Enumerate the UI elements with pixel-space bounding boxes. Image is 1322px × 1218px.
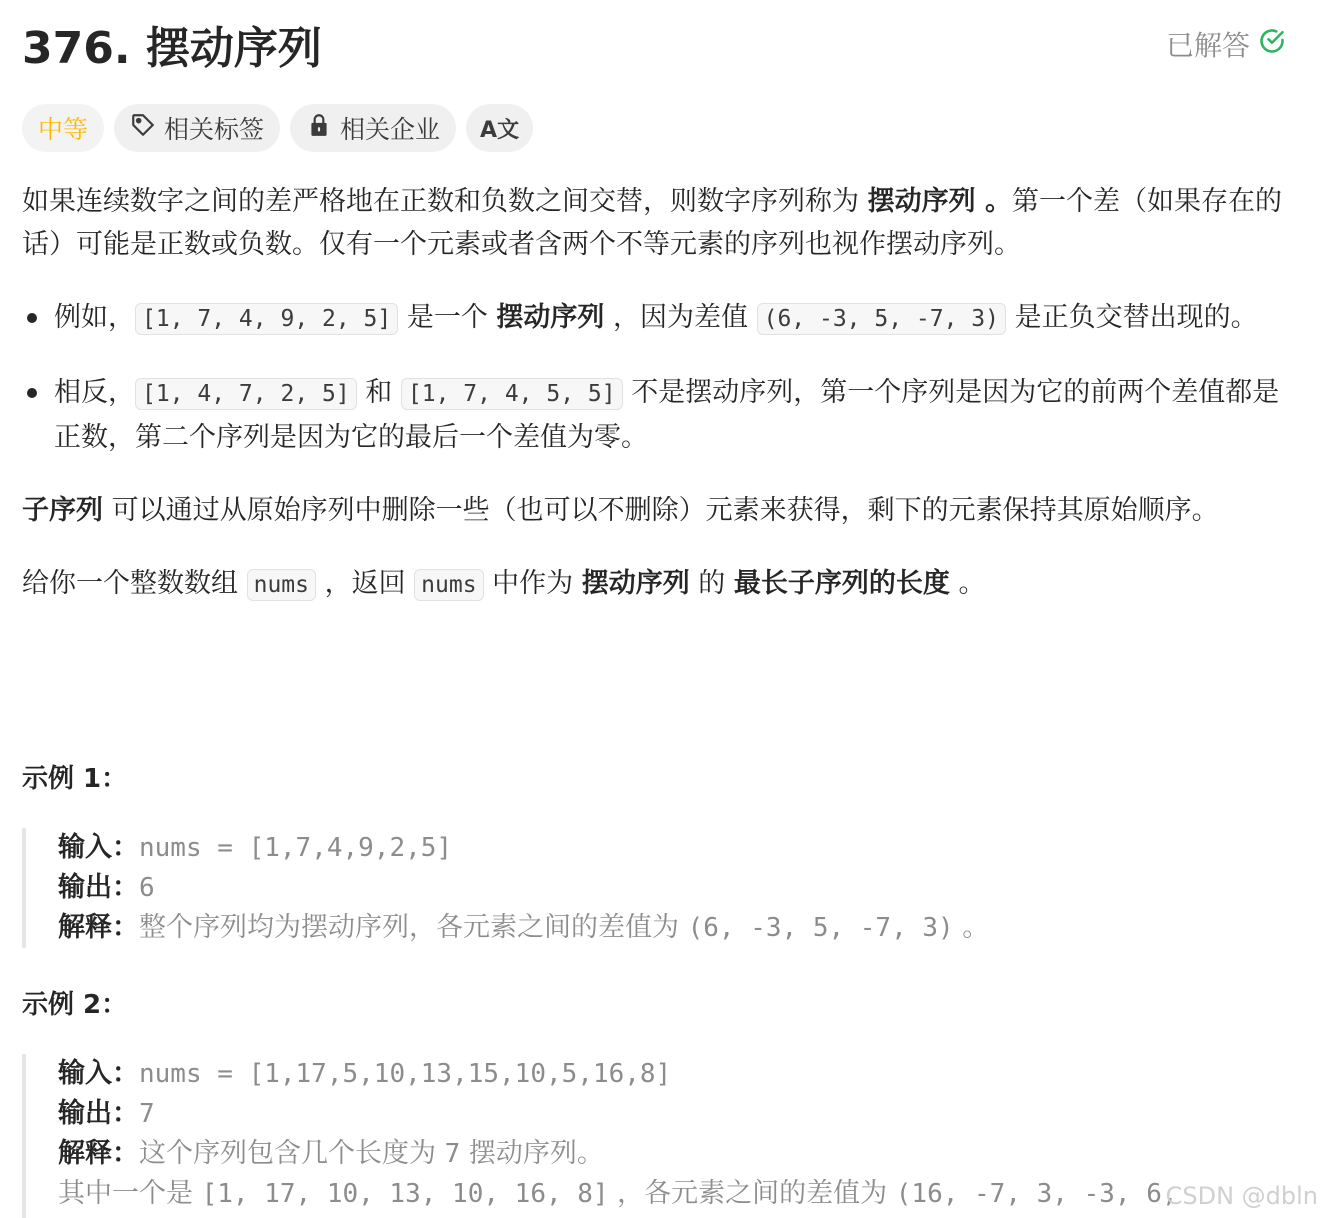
inline-code: (6, -3, 5, -7, 3) [757, 303, 1006, 335]
solved-status [1166, 24, 1288, 64]
example-1-title: 示例 1： [22, 764, 128, 794]
example-output-row: 输出：6 [58, 872, 155, 903]
problem-title: 376. 摆动序列 [22, 23, 322, 74]
tag-bar [22, 104, 533, 152]
example-input-row: 输入：nums = [1,7,4,9,2,5] [58, 832, 453, 863]
example-explain-row: 解释：这个序列包含几个长度为 7 摆动序列。 [58, 1138, 604, 1169]
related-companies-button[interactable] [290, 104, 456, 152]
translate-button[interactable] [466, 104, 533, 152]
description-paragraph-1: 如果连续数字之间的差严格地在正数和负数之间交替，则数字序列称为 摆动序列 。第一个差（如果存在的话）可能是正数或负数。仅有一个元素或者含两个不等元素的序列也视作摆动序列。 [22, 186, 1282, 260]
difficulty-badge[interactable] [22, 104, 104, 152]
description-paragraph-3: 给你一个整数数组 nums ，返回 nums 中作为 摆动序列 的 最长子序列的长度 。 [22, 568, 986, 599]
check-circle-icon [1258, 27, 1286, 62]
watermark: CSDN @dbln [1165, 1182, 1318, 1210]
related-tags-button[interactable] [114, 104, 280, 152]
inline-code: [1, 4, 7, 2, 5] [135, 378, 357, 410]
inline-code: [1, 7, 4, 5, 5] [401, 378, 623, 410]
related-tags-label: 相关标签 [164, 115, 265, 144]
example-bullets [22, 296, 1292, 459]
translate-icon: A文 [480, 117, 520, 143]
example-2-title: 示例 2： [22, 990, 128, 1020]
example-output-row: 输出：7 [58, 1098, 155, 1129]
example-input-row: 输入：nums = [1,17,5,10,13,15,10,5,16,8] [58, 1058, 672, 1089]
example-explain-continued-row: 其中一个是 [1, 17, 10, 13, 10, 16, 8] ，各元素之间的差值为 (16, -7, 3, -3, 6, [58, 1178, 1178, 1209]
difficulty-label: 中等 [38, 115, 89, 144]
example-1-block [22, 828, 989, 948]
inline-code: [1, 7, 4, 9, 2, 5] [135, 303, 398, 335]
problem-description [22, 180, 1292, 607]
example-2-block [22, 1054, 1178, 1218]
inline-code: nums [414, 569, 483, 601]
list-item: 例如， [1, 7, 4, 9, 2, 5] 是一个 摆动序列 ，因为差值 (6, -3, 5, -7, 3) 是正负交替出现的。 [54, 296, 1292, 341]
example-explain-row: 解释：整个序列均为摆动序列，各元素之间的差值为 (6, -3, 5, -7, 3) 。 [58, 912, 990, 943]
related-companies-label: 相关企业 [340, 115, 441, 144]
problem-header [22, 12, 1288, 76]
solved-status-label: 已解答 [1165, 29, 1250, 62]
inline-code: nums [247, 569, 316, 601]
lock-icon [306, 112, 332, 144]
tag-icon [130, 112, 156, 144]
list-item: 相反， [1, 4, 7, 2, 5] 和 [1, 7, 4, 5, 5] 不是摆动序列，第一个序列是因为它的前两个差值都是正数，第二个序列是因为它的最后一个差值为零。 [54, 371, 1292, 459]
description-paragraph-2: 子序列 可以通过从原始序列中删除一些（也可以不删除）元素来获得，剩下的元素保持其原始顺序。 [22, 495, 1219, 526]
